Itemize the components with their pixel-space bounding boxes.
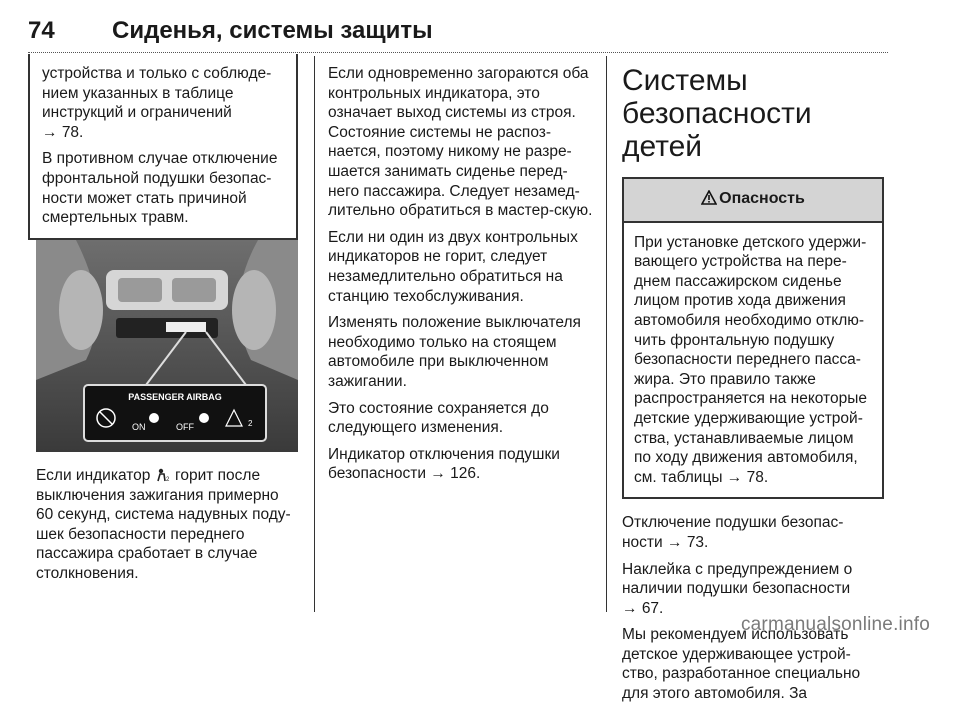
paragraph-no-indicators: Если ни один из двух контрольных индикаторов не горит, следует незамедлительно обратиться на станцию техобслуживания. bbox=[328, 228, 578, 305]
watermark: carmanualsonline.info bbox=[740, 614, 930, 635]
paragraph-both-indicators: Если одновременно загораются оба контрольных индикатора, это означает выход системы из строя. Состояние системы не распоз-нается, поэтому никому не разре-шается занимать сиденье перед-него пассажира. Следует незамед-лительно обратиться в мастер-скую. bbox=[328, 65, 593, 220]
danger-text: При установке детского удержи-вающего устройства на пере-днем пассажирском сиденье лицом против хода движения автомобиля необходимо отклю-чить фронтальную подушку безопасности переднего пасса-жира. Это правило также распространяется на некоторые детские удерживающие устрой-ства, устанавливаемые лицом по ходу движения автомобиля, см. таблицы → 78. bbox=[634, 233, 867, 486]
column-divider-1 bbox=[314, 56, 315, 612]
page-reference[interactable]: 126. bbox=[450, 465, 481, 483]
danger-header bbox=[624, 179, 882, 223]
ref-arrow-icon: → bbox=[726, 468, 743, 486]
ref-arrow-icon: → bbox=[42, 123, 58, 141]
airbag-off-indicator-icon bbox=[155, 467, 171, 483]
figure-off-label: OFF bbox=[176, 422, 194, 432]
page-reference[interactable]: 67. bbox=[641, 599, 664, 617]
figure-on-label: ON bbox=[132, 422, 146, 432]
warning-triangle-icon bbox=[701, 190, 717, 205]
paragraph-state-kept: Это состояние сохраняется до следующего изменения. bbox=[328, 399, 549, 437]
section-heading: Системы безопасности детей bbox=[622, 64, 812, 163]
page-title: Сиденья, системы защиты bbox=[112, 17, 433, 44]
page-reference[interactable]: 78. bbox=[61, 123, 84, 141]
svg-text:2: 2 bbox=[165, 477, 170, 483]
figure-number: 2 bbox=[248, 419, 253, 428]
paragraph-airbag-deactivation: Отключение подушки безопас-ности → 73. bbox=[622, 514, 844, 551]
ref-arrow-icon: → bbox=[667, 533, 683, 551]
airbag-indicator-figure bbox=[36, 240, 298, 452]
column-left bbox=[28, 54, 298, 240]
ref-arrow-icon: → bbox=[430, 465, 446, 483]
danger-box bbox=[622, 177, 884, 499]
column-left-bottom bbox=[36, 466, 300, 591]
danger-title: Опасность bbox=[719, 190, 805, 207]
warning-continuation-box bbox=[28, 54, 298, 240]
ref-arrow-icon: → bbox=[622, 599, 638, 617]
paragraph-indicator-ref: Индикатор отключения подушки безопасности → 126. bbox=[328, 445, 560, 483]
column-middle bbox=[328, 64, 598, 491]
column-divider-2 bbox=[606, 56, 607, 612]
paragraph-recommendation: Мы рекомендуем использовать детское удерживающее устрой-ство, разработанное специально для этого автомобиля. За bbox=[622, 626, 861, 703]
overhead-console-illustration bbox=[36, 240, 298, 452]
figure-label: PASSENGER AIRBAG bbox=[128, 392, 222, 402]
paragraph-warning-label: Наклейка с предупреждением о наличии подушки безопасности → 67. bbox=[622, 560, 853, 617]
header-rule bbox=[28, 52, 888, 53]
page-reference[interactable]: 73. bbox=[686, 533, 709, 551]
page-header bbox=[0, 0, 960, 50]
box-paragraph-2: В противном случае отключение фронтальной подушки безопас-ности может стать причиной смертельных травм. bbox=[42, 150, 278, 227]
page-reference[interactable]: 78. bbox=[746, 468, 769, 486]
paragraph-switch-change: Изменять положение выключателя необходимо только на стоящем автомобиле при выключенном зажигании. bbox=[328, 314, 581, 390]
page-number: 74 bbox=[28, 17, 55, 44]
indicator-paragraph: Если индикатор 2 горит после выключения зажигания примерно 60 секунд, система надувных поду-шек безопасности переднего пассажира сработает в случае столкновения. bbox=[36, 467, 291, 582]
box-paragraph-1: устройства и только с соблюде-нием указанных в таблице инструкций и ограничений → 78. bbox=[42, 65, 272, 141]
